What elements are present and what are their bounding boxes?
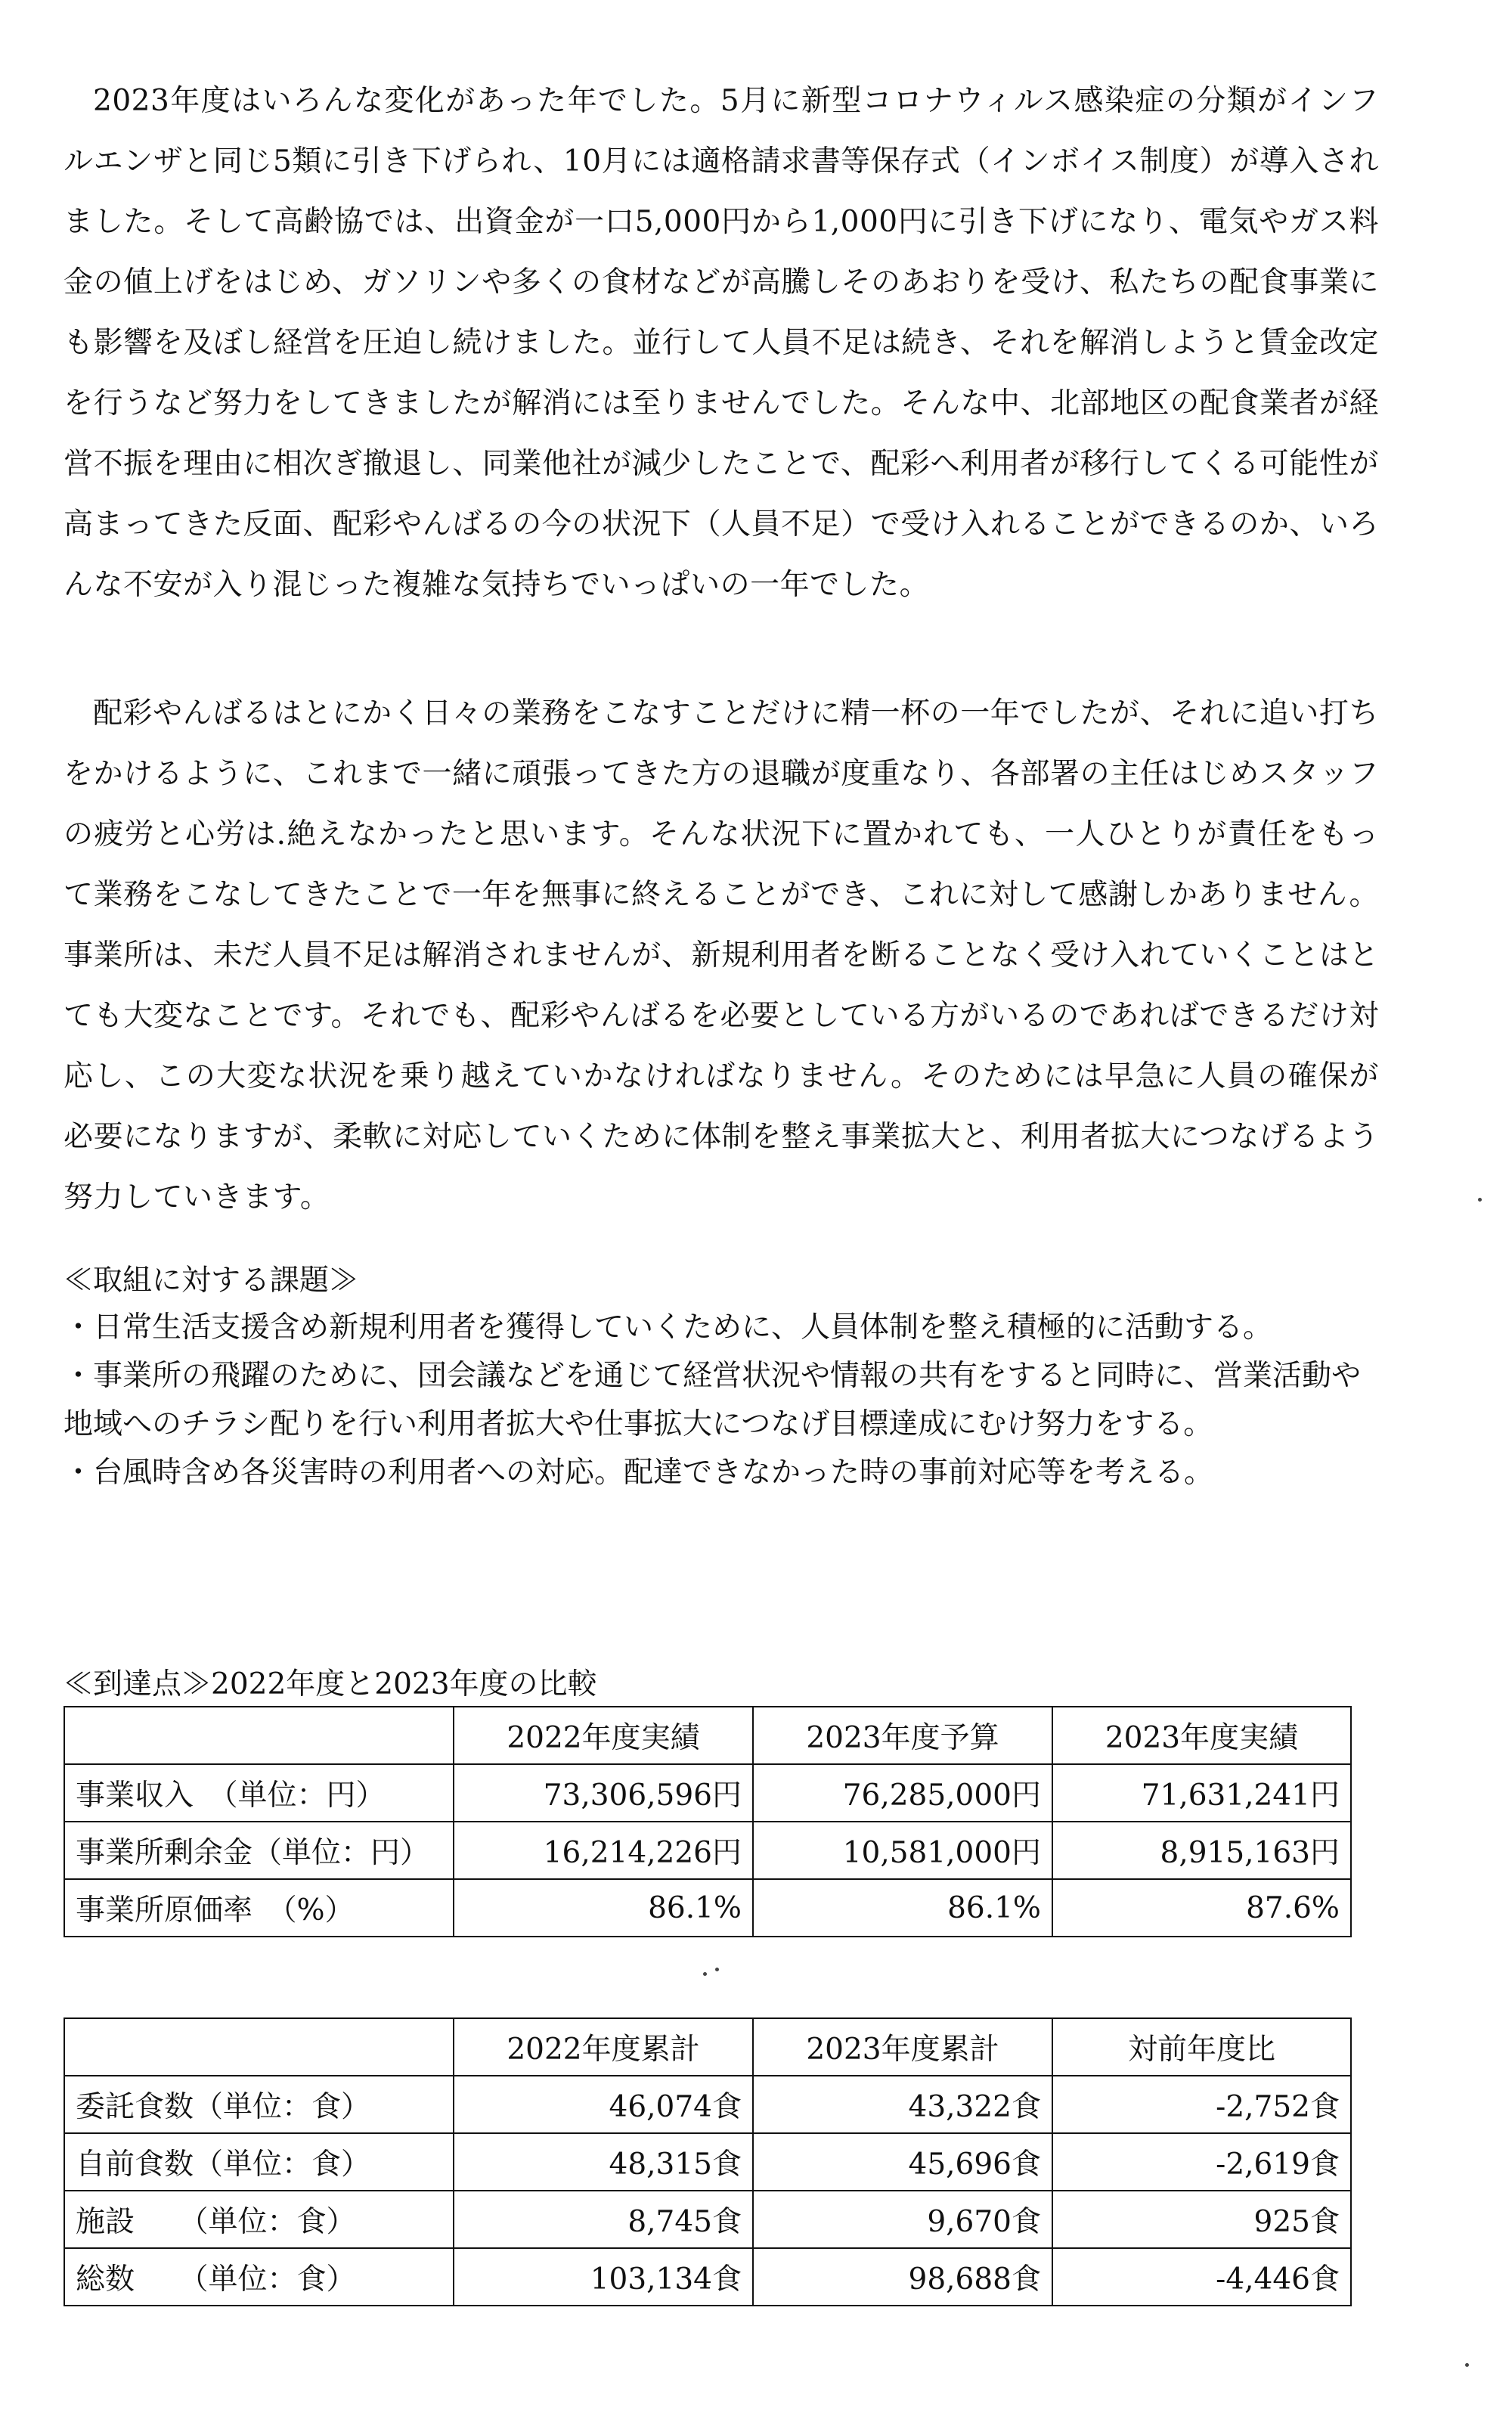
row-label: 委託食数（単位：食）: [64, 2076, 454, 2133]
header-cell: 2023年度実績: [1052, 1707, 1351, 1764]
scan-speck: [703, 1972, 707, 1976]
header-cell: 2022年度累計: [454, 2018, 753, 2076]
table-cell: 925食: [1052, 2191, 1351, 2248]
row-label: 施設 （単位：食）: [64, 2191, 454, 2248]
achievement-table: [64, 1706, 1352, 1937]
row-label: 自前食数（単位：食）: [64, 2133, 454, 2191]
header-cell: 2022年度実績: [454, 1707, 753, 1764]
header-cell: [64, 1707, 454, 1764]
table-cell: 45,696食: [753, 2133, 1052, 2191]
paragraph-review-2023: 2023年度はいろんな変化があった年でした。5月に新型コロナウィルス感染症の分類がインフルエンザと同じ5類に引き下げられ、10月には適格請求書等保存式（インボイス制度）が導入されました。そして高齢協では、出資金が一口5,000円から1,000円に引き下げになり、電気やガス料金の値上げをはじめ、ガソリンや多くの食材などが高騰しそのあおりを受け、私たちの配食事業にも影響を及ぼし経営を圧迫し続けました。並行して人員不足は続き、それを解消しようと賃金改定を行うなど努力をしてきましたが解消には至りませんでした。そんな中、北部地区の配食業者が経営不振を理由に相次ぎ撤退し、同業他社が減少したことで、配彩へ利用者が移行してくる可能性が高まってきた反面、配彩やんばるの今の状況下（人員不足）で受け入れることができるのか、いろんな不安が入り混じった複雑な気持ちでいっぱいの一年でした。: [64, 84, 1379, 602]
table-cell: -2,619食: [1052, 2133, 1351, 2191]
issues-section: [64, 1258, 1379, 1497]
table-cell: 48,315食: [454, 2133, 753, 2191]
table-row: [64, 2191, 1351, 2248]
header-cell: 対前年度比: [1052, 2018, 1351, 2076]
scan-speck: [1478, 1198, 1482, 1202]
table-row: [64, 2076, 1351, 2133]
table-cell: 86.1%: [753, 1879, 1052, 1937]
table-row: [64, 1764, 1351, 1822]
table-cell: -2,752食: [1052, 2076, 1351, 2133]
header-cell: 2023年度累計: [753, 2018, 1052, 2076]
scan-speck: [715, 1968, 719, 1971]
paragraph-yanbaru-status: 配彩やんばるはとにかく日々の業務をこなすことだけに精一杯の一年でしたが、それに追い打ちをかけるように、これまで一緒に頑張ってきた方の退職が度重なり、各部署の主任はじめスタッフの疲労と心労は.絶えなかったと思います。そんな状況下に置かれても、一人ひとりが責任をもって業務をこなしてきたことで一年を無事に終えることができ、これに対して感謝しかありません。事業所は、未だ人員不足は解消されませんが、新規利用者を断ることなく受け入れていくことはとても大変なことです。それでも、配彩やんばるを必要としている方がいるのであればできるだけ対応し、この大変な状況を乗り越えていかなければなりません。そのためには早急に人員の確保が必要になりますが、柔軟に対応していくために体制を整え事業拡大と、利用者拡大につなげるよう努力していきます。: [64, 696, 1380, 1214]
table-cell: 103,134食: [454, 2248, 753, 2306]
table-row: [64, 1879, 1351, 1937]
row-label: 事業収入 （単位：円）: [64, 1764, 454, 1822]
table-cell: 87.6%: [1052, 1879, 1351, 1937]
table-header-row: [64, 2018, 1351, 2076]
table-cell: 43,322食: [753, 2076, 1052, 2133]
table-cell: 71,631,241円: [1052, 1764, 1351, 1822]
table-cell: 76,285,000円: [753, 1764, 1052, 1822]
table-cell: 98,688食: [753, 2248, 1052, 2306]
comparison-table-title: ≪到達点≫2022年度と2023年度の比較: [64, 1667, 597, 1701]
table-cell: 16,214,226円: [454, 1822, 753, 1879]
table-cell: 10,581,000円: [753, 1822, 1052, 1879]
row-label: 総数 （単位：食）: [64, 2248, 454, 2306]
scan-speck: [1465, 2363, 1469, 2367]
header-cell: [64, 2018, 454, 2076]
meal-count-table: [64, 2017, 1352, 2306]
table-cell: -4,446食: [1052, 2248, 1351, 2306]
table-cell: 73,306,596円: [454, 1764, 753, 1822]
row-label: 事業所原価率 （%）: [64, 1879, 454, 1937]
table-row: [64, 2248, 1351, 2306]
intro-section: [64, 71, 1379, 616]
table-cell: 8,915,163円: [1052, 1822, 1351, 1879]
issue-item: ・日常生活支援含め新規利用者を獲得していくために、人員体制を整え積極的に活動する。: [64, 1310, 1273, 1344]
table-cell: 86.1%: [454, 1879, 753, 1937]
header-cell: 2023年度予算: [753, 1707, 1052, 1764]
table-cell: 9,670食: [753, 2191, 1052, 2248]
issues-heading: ≪取組に対する課題≫: [64, 1264, 359, 1298]
table-row: [64, 2133, 1351, 2191]
table-header-row: [64, 1707, 1351, 1764]
status-section: [64, 684, 1379, 1228]
issue-item: ・台風時含め各災害時の利用者への対応。配達できなかった時の事前対応等を考える。: [64, 1456, 1214, 1490]
issue-item: ・事業所の飛躍のために、団会議などを通じて経営状況や情報の共有をすると同時に、営業活動や地域へのチラシ配りを行い利用者拡大や仕事拡大につなげ目標達成にむけ努力をする。: [64, 1359, 1362, 1441]
table-row: [64, 1822, 1351, 1879]
table-cell: 8,745食: [454, 2191, 753, 2248]
row-label: 事業所剰余金（単位：円）: [64, 1822, 454, 1879]
table-cell: 46,074食: [454, 2076, 753, 2133]
